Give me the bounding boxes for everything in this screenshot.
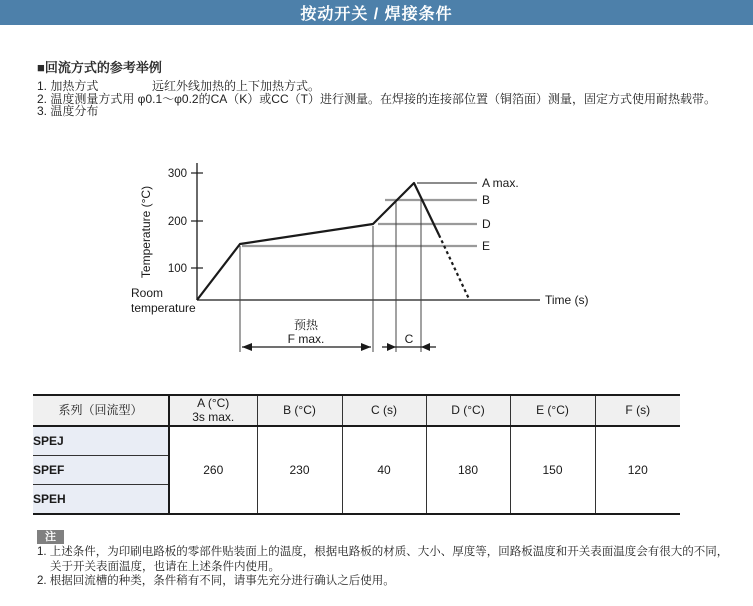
- y-tick-label-300: 300: [167, 168, 187, 180]
- note-badge: 注: [37, 530, 64, 544]
- table-header-a: [169, 395, 257, 426]
- y-tick-label-100: 100: [167, 263, 187, 275]
- c-arrow-left-icon: [387, 343, 396, 351]
- room-temperature-label-line2: temperature: [131, 301, 196, 315]
- value-cell-c: 40: [342, 426, 426, 514]
- table-header-b: B (°C): [257, 395, 342, 426]
- preheat-label-line2: F max.: [287, 332, 325, 346]
- label-b: B: [482, 193, 491, 207]
- instruction-item-3: [37, 105, 716, 118]
- c-arrow-right-icon: [421, 343, 430, 351]
- reflow-profile-svg: [0, 140, 753, 375]
- instruction-list: [37, 80, 716, 118]
- y-axis-label: Temperature (°C): [139, 185, 153, 279]
- page-header: [0, 0, 753, 25]
- c-label: C: [404, 332, 414, 346]
- table-header-d: D (°C): [426, 395, 510, 426]
- label-e: E: [482, 239, 491, 253]
- note-line-3: 2. 根据回流槽的种类，条件稍有不同，请事先充分进行确认之后使用。: [37, 575, 395, 587]
- y-tick-label-200: 200: [167, 216, 187, 228]
- instruction-item-3-text: 3. 温度分布: [37, 104, 99, 118]
- value-cell-d: 180: [426, 426, 510, 514]
- table-header-a-line1: A (°C): [197, 396, 230, 411]
- value-cell-e: 150: [510, 426, 595, 514]
- preheat-arrow-left-icon: [242, 343, 252, 351]
- preheat-arrow-right-icon: [361, 343, 371, 351]
- reflow-profile-chart: [0, 140, 753, 375]
- instruction-item-1-text: 远红外线加热的上下加热方式。: [152, 79, 321, 93]
- value-cell-a: 260: [169, 426, 257, 514]
- preheat-label-line1: 预热: [293, 318, 319, 332]
- soldering-conditions-table: [33, 394, 680, 515]
- table-header-series: 系列（回流型）: [33, 395, 169, 426]
- label-d: D: [482, 217, 491, 231]
- page-title: 按动开关 / 焊接条件: [300, 6, 453, 23]
- instruction-item-2-text: 2. 温度测量方式用 φ0.1～φ0.2的CA（K）或CC（T）进行测量。在焊接的连接部位置（铜箔面）测量，固定方式使用耐热载带。: [37, 91, 716, 106]
- series-cell-spej: SPEJ: [33, 426, 169, 456]
- table-row-spej: [33, 426, 680, 456]
- profile-curve-dashed: [439, 235, 469, 299]
- table-header-e: E (°C): [510, 395, 595, 426]
- notes-block: [37, 545, 728, 589]
- note-line-2: 关于开关表面温度，也请在上述条件内使用。: [50, 560, 280, 573]
- instruction-item-2: [37, 93, 716, 106]
- note-line-1: 1. 上述条件，为印刷电路板的零部件贴装面上的温度，根据电路板的材质、大小、厚度等，回路板温度和开关表面温度会有很大的不同，: [37, 546, 729, 558]
- value-cell-f: 120: [595, 426, 680, 514]
- x-axis-label: Time (s): [545, 293, 589, 307]
- room-temperature-label-line1: Room: [131, 286, 164, 300]
- instruction-item-1: [37, 80, 716, 93]
- label-a-max: A max.: [482, 176, 519, 190]
- instruction-item-1-label: 1. 加热方式: [37, 79, 99, 93]
- table-header-a-line2: 3s max.: [192, 409, 235, 424]
- table-header-f: F (s): [595, 395, 680, 426]
- series-cell-speh: SPEH: [33, 485, 169, 515]
- section-heading-text: ■回流方式的参考举例: [37, 60, 162, 75]
- series-cell-spef: SPEF: [33, 456, 169, 485]
- table-header-row: [33, 395, 680, 426]
- value-cell-b: 230: [257, 426, 342, 514]
- table-header-c: C (s): [342, 395, 426, 426]
- section-heading: [37, 57, 162, 76]
